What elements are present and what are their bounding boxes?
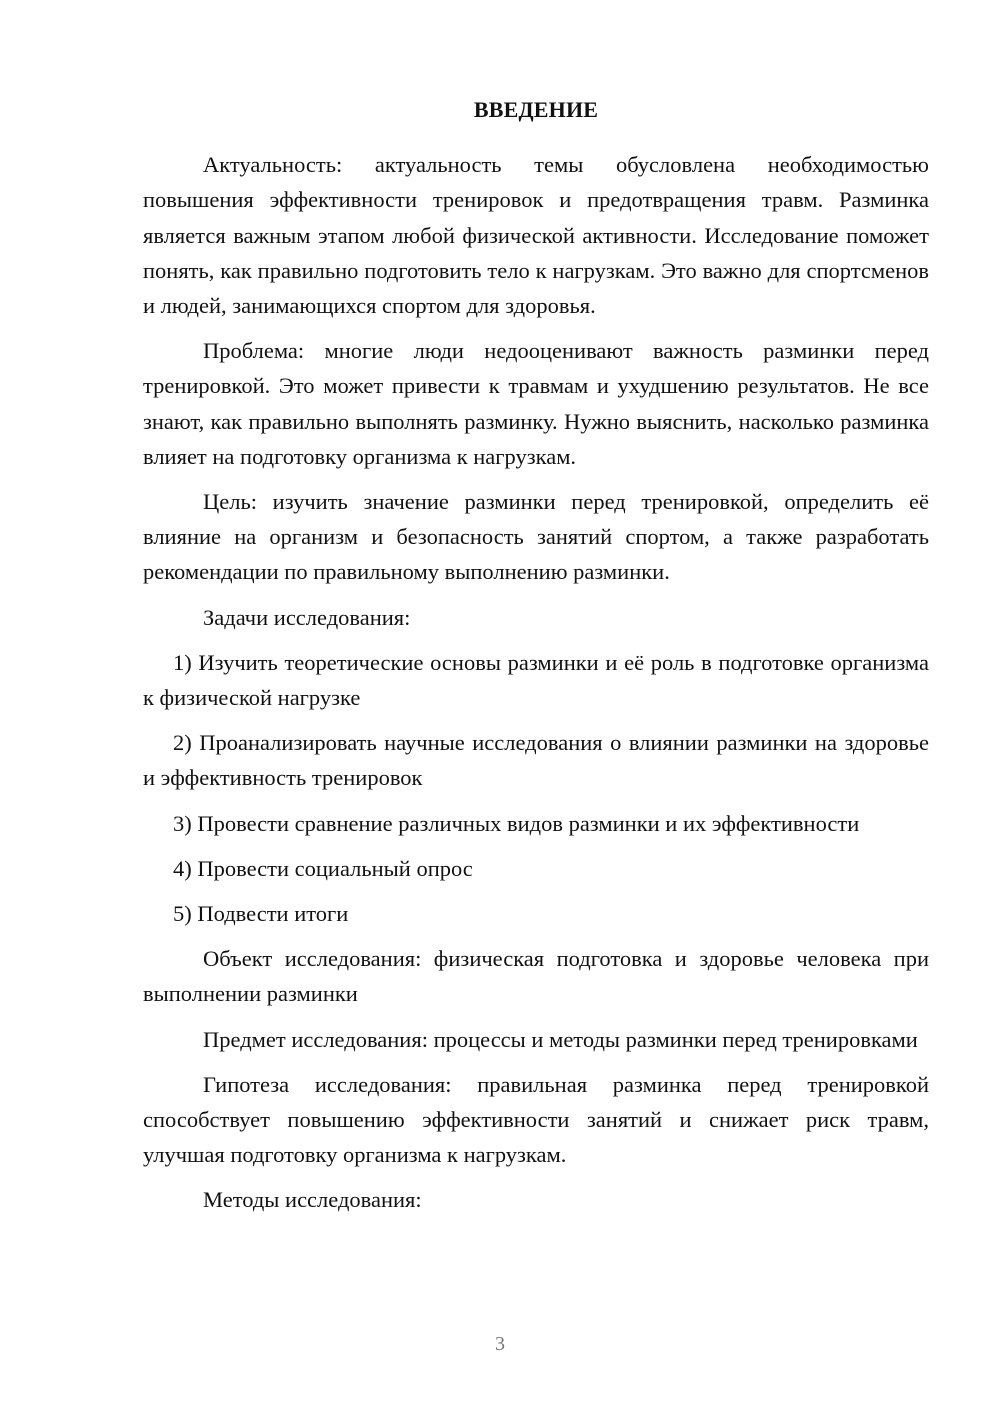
paragraph-problem: Проблема: многие люди недооценивают важность разминки перед тренировкой. Это может привести к травмам и ухудшению результатов. Не все знают, как правильно выполнять разминку. Нужно выяснить, насколько разминка влияет на подготовку организма к нагрузкам. — [143, 338, 929, 469]
list-item: 2) Проанализировать научные исследования о влиянии разминки на здоровье и эффективность тренировок — [143, 730, 929, 791]
paragraph-relevance: Актуальность: актуальность темы обусловлена необходимостью повышения эффективности тренировок и предотвращения травм. Разминка является важным этапом любой физической активности. Исследование поможет понять, как правильно подготовить тело к нагрузкам. Это важно для спортсменов и людей, занимающихся спортом для здоровья. — [143, 152, 929, 319]
paragraph-methods-heading: Методы исследования: — [203, 1187, 422, 1213]
paragraph-goal: Цель: изучить значение разминки перед тренировкой, определить её влияние на организм и безопасность занятий спортом, а также разработать рекомендации по правильному выполнению разминки. — [143, 489, 929, 585]
paragraph-hypothesis: Гипотеза исследования: правильная разминка перед тренировкой способствует повышению эффективности занятий и снижает риск травм, улучшая подготовку организма к нагрузкам. — [143, 1071, 929, 1168]
page-title: ВВЕДЕНИЕ — [473, 97, 599, 122]
page-number: 3 — [495, 1333, 505, 1355]
paragraph-subject: Предмет исследования: процессы и методы разминки перед тренировками — [203, 1026, 918, 1052]
list-item: 3) Провести сравнение различных видов разминки и их эффективности — [173, 810, 860, 836]
list-item: 1) Изучить теоретические основы разминки и её роль в подготовке организма к физической нагрузке — [143, 649, 929, 711]
paragraph-object: Объект исследования: физическая подготовка и здоровье человека при выполнении разминки — [143, 946, 929, 1007]
list-item: 5) Подвести итоги — [173, 901, 349, 927]
tasks-list — [143, 645, 929, 931]
paragraph-tasks-heading: Задачи исследования: — [203, 604, 411, 630]
page-content — [143, 92, 929, 1228]
list-item: 4) Провести социальный опрос — [173, 855, 473, 881]
